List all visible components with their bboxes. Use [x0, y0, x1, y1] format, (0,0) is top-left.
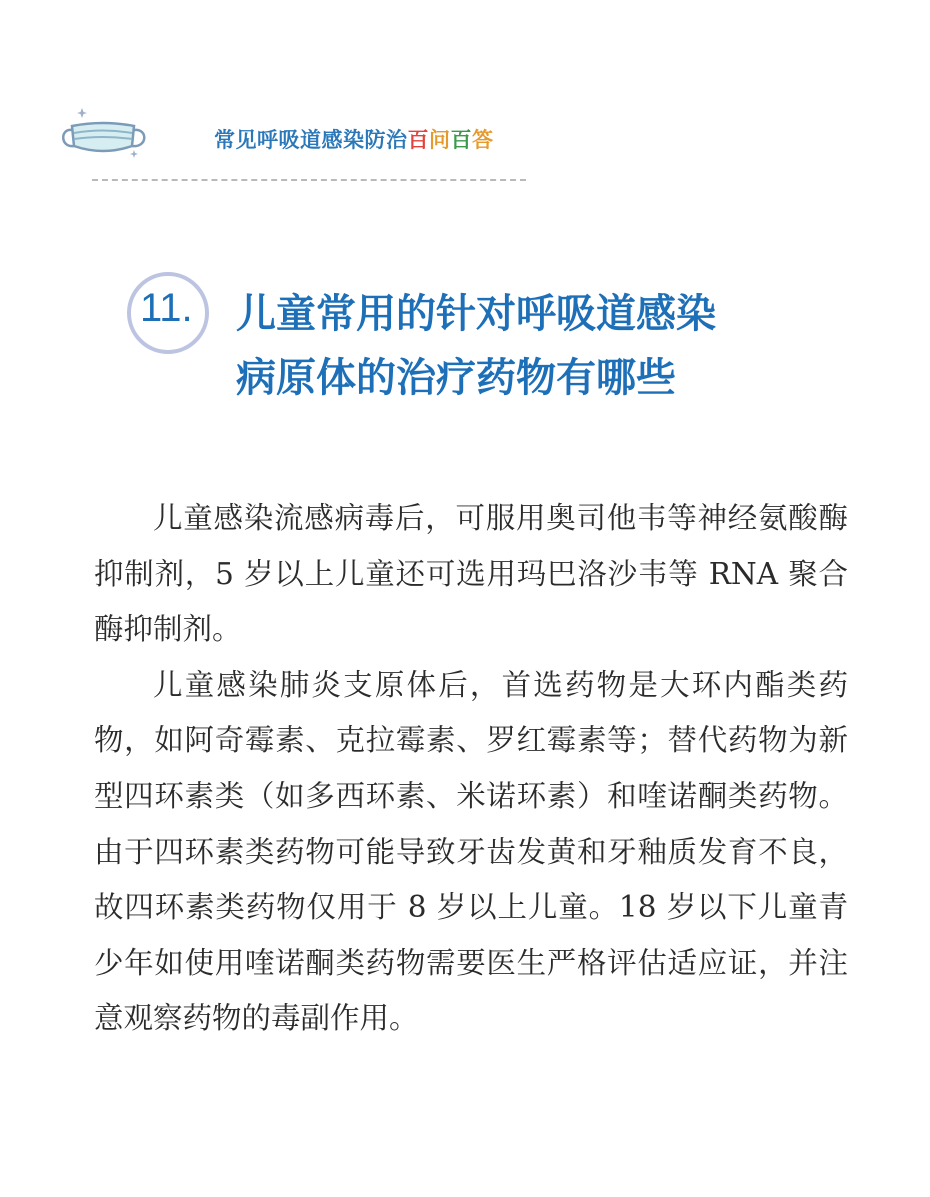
- header-title-char-3: 百: [450, 128, 472, 152]
- header-title-char-2: 问: [429, 128, 451, 152]
- header-title: [214, 124, 494, 154]
- answer-body: [94, 491, 848, 1047]
- question-title: [236, 282, 716, 410]
- header-divider: [92, 179, 526, 181]
- question-number: 11.: [140, 286, 193, 330]
- header-title-main: 常见呼吸道感染防治: [214, 128, 408, 152]
- answer-paragraph-2: 儿童感染肺炎支原体后，首选药物是大环内酯类药物，如阿奇霉素、克拉霉素、罗红霉素等；替代药物为新型四环素类（如多西环素、米诺环素）和喹诺酮类药物。由于四环素类药物可能导致牙齿发黄和牙釉质发育不良，故四环素类药物仅用于 8 岁以上儿童。18 岁以下儿童青少年如使用喹诺酮类药物需要医生严格评估适应证，并注意观察药物的毒副作用。: [94, 667, 848, 1036]
- answer-paragraph-1: 儿童感染流感病毒后，可服用奥司他韦等神经氨酸酶抑制剂，5 岁以上儿童还可选用玛巴洛沙韦等 RNA 聚合酶抑制剂。: [94, 501, 848, 647]
- header-title-char-4: 答: [472, 128, 494, 152]
- mask-icon: [58, 106, 150, 166]
- question-title-line-2: 病原体的治疗药物有哪些: [236, 355, 676, 401]
- header-title-char-1: 百: [407, 128, 429, 152]
- page-header: [58, 100, 538, 170]
- question-title-line-1: 儿童常用的针对呼吸道感染: [236, 291, 716, 337]
